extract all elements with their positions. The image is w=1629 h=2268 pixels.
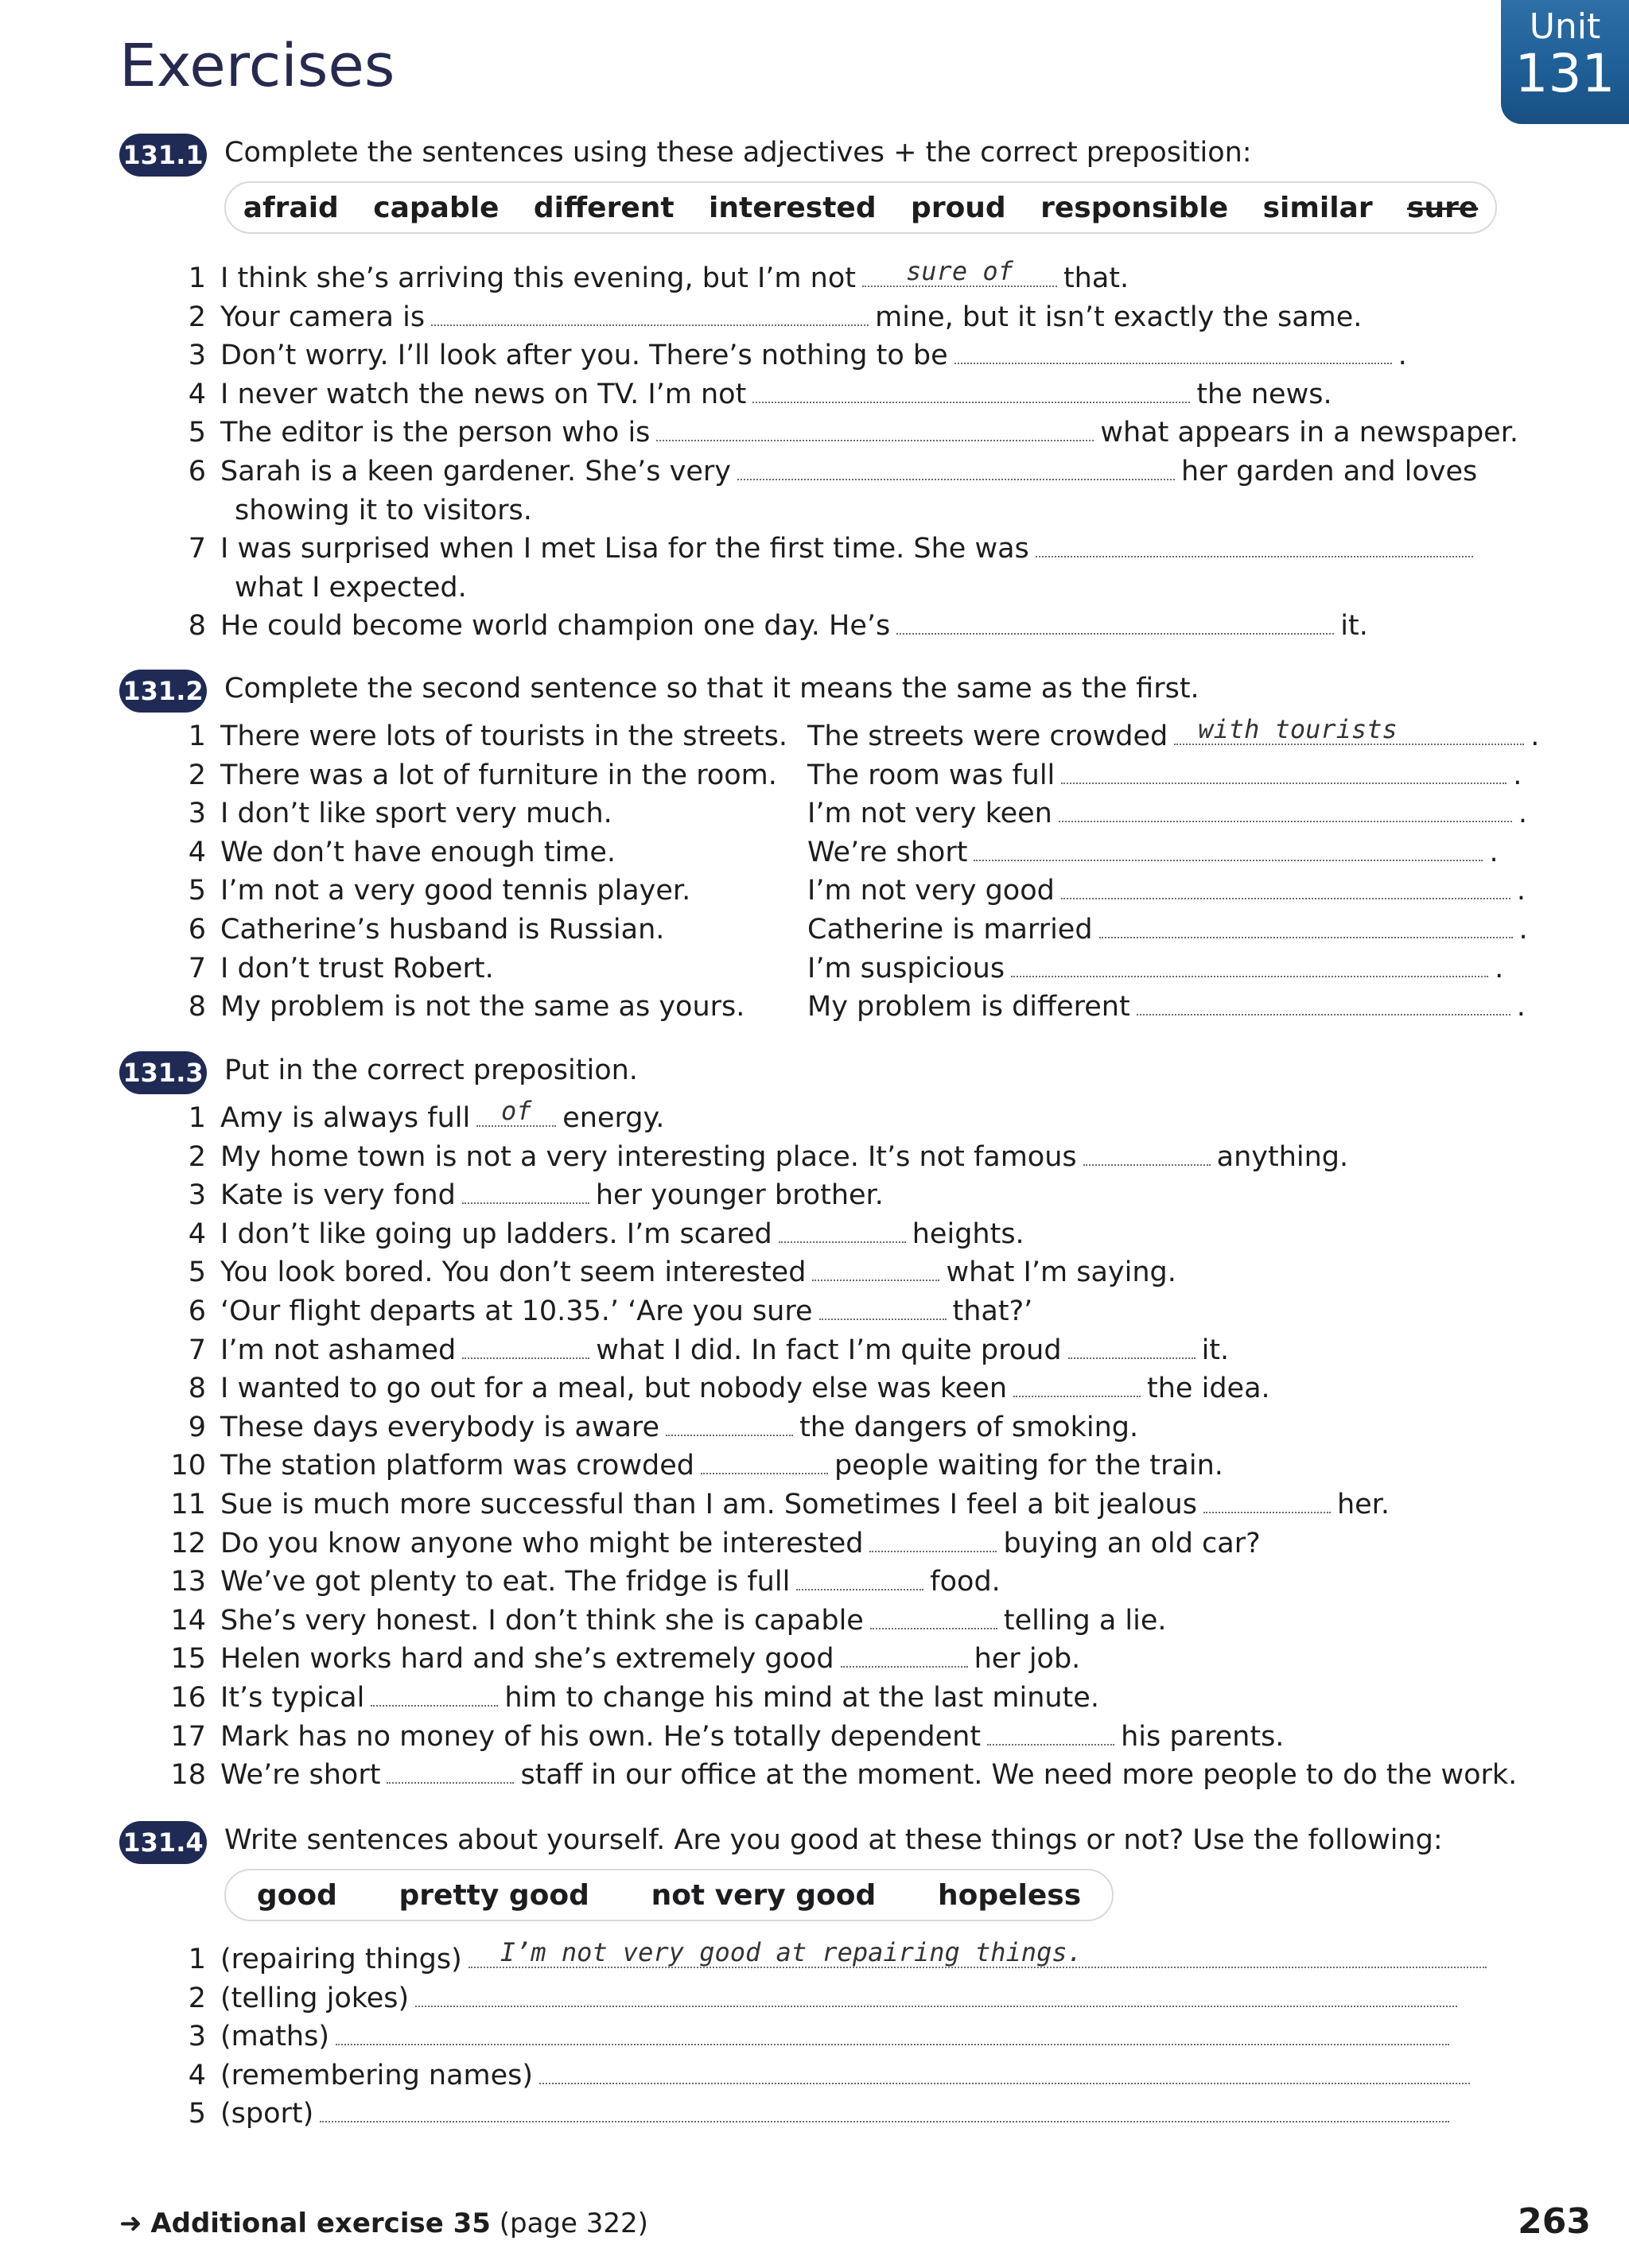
item-number: 4 xyxy=(188,1217,206,1250)
sentence-text: She’s very honest. I don’t think she is capable xyxy=(220,1604,864,1637)
first-sentence: There were lots of tourists in the streets. xyxy=(220,720,787,752)
second-sentence: I’m not very good . xyxy=(807,875,1526,907)
sentence-row xyxy=(188,1096,1511,1138)
sentence-text: that. xyxy=(1063,262,1129,294)
page-title: Exercises xyxy=(119,32,395,100)
item-number: 2 xyxy=(188,301,206,333)
word-item: not very good xyxy=(651,1878,877,1912)
second-sentence-start: We’re short xyxy=(807,836,968,868)
answer-blank[interactable] xyxy=(812,1256,939,1281)
second-sentence-start: I’m suspicious xyxy=(807,952,1005,984)
page-number: 263 xyxy=(1518,2201,1591,2242)
sentence-text: the news. xyxy=(1196,378,1332,410)
second-sentence-start: The streets were crowded xyxy=(807,720,1168,752)
answer-blank[interactable] xyxy=(870,1604,997,1629)
handwritten-answer: I’m not very good at repairing things. xyxy=(500,1937,1083,1967)
sentence-row xyxy=(188,1215,1511,1254)
sentence-row xyxy=(188,375,1511,414)
answer-blank[interactable] xyxy=(476,1096,556,1127)
sentence-text: Sue is much more successful than I am. Sometimes I feel a bit jealous xyxy=(220,1488,1197,1520)
sentence-text: food. xyxy=(930,1566,1001,1598)
sentence-text: it. xyxy=(1340,610,1368,643)
exercise-instruction: Complete the second sentence so that it means the same as the first. xyxy=(224,673,1199,705)
sentence-text: I was surprised when I met Lisa for the first time. She was xyxy=(220,533,1029,565)
topic-text: (telling jokes) xyxy=(220,1982,410,2014)
sentence-text: I don’t like going up ladders. I’m scared xyxy=(220,1217,772,1250)
sentence-text: Helen works hard and she’s extremely good xyxy=(220,1643,834,1676)
arrow-icon: ➜ xyxy=(119,2208,142,2239)
second-sentence: My problem is different . xyxy=(807,991,1526,1023)
answer-blank[interactable] xyxy=(1174,714,1524,745)
sentence-row xyxy=(188,607,1511,646)
sentence-row xyxy=(170,1524,1511,1563)
item-number: 11 xyxy=(170,1488,206,1520)
sentence-row xyxy=(188,414,1519,452)
sentence-row xyxy=(188,2018,1511,2056)
item-number: 4 xyxy=(188,378,206,410)
answer-blank[interactable] xyxy=(371,1681,498,1707)
first-sentence: I don’t like sport very much. xyxy=(220,798,612,830)
additional-exercise-link[interactable] xyxy=(119,2208,648,2239)
item-number: 8 xyxy=(188,1373,206,1405)
sentence-row xyxy=(188,1331,1511,1370)
link-label: Additional exercise 35 xyxy=(150,2208,491,2239)
sentence-text: . xyxy=(1398,340,1407,372)
sentence-text: ‘Our flight departs at 10.35.’ ‘Are you sure xyxy=(220,1295,813,1327)
item-number: 10 xyxy=(170,1450,206,1482)
sentence-row xyxy=(170,1602,1511,1641)
sentence-text: Your camera is xyxy=(220,301,426,333)
answer-blank[interactable] xyxy=(954,339,1392,364)
sentence-pair-row xyxy=(188,794,1527,833)
sentence-text: what I did. In fact I’m quite proud xyxy=(596,1334,1062,1366)
item-number: 5 xyxy=(188,875,206,907)
answer-blank[interactable] xyxy=(415,1982,1457,2007)
sentence-text: what I’m saying. xyxy=(946,1256,1176,1289)
item-number: 13 xyxy=(170,1566,206,1598)
second-sentence-start: I’m not very good xyxy=(807,875,1055,907)
item-number: 3 xyxy=(188,2021,206,2053)
link-page: (page 322) xyxy=(499,2208,648,2239)
answer-blank[interactable] xyxy=(737,455,1175,480)
topic-text: (remembering names) xyxy=(220,2059,534,2091)
answer-blank[interactable] xyxy=(387,1758,514,1784)
sentence-text: The editor is the person who is xyxy=(220,417,651,449)
sentence-row xyxy=(188,530,1511,569)
sentence-row xyxy=(188,1176,1511,1215)
second-sentence-start: My problem is different xyxy=(807,991,1130,1023)
unit-tab xyxy=(1501,0,1629,124)
word-item: afraid xyxy=(243,191,339,224)
first-sentence: My problem is not the same as yours. xyxy=(220,991,745,1023)
sentence-text: staff in our office at the moment. We need more people to do the work. xyxy=(520,1759,1518,1792)
sentence-text: her. xyxy=(1336,1488,1390,1520)
sentence-row xyxy=(188,1408,1511,1447)
answer-blank[interactable] xyxy=(1036,532,1473,557)
word-item: similar xyxy=(1262,191,1373,224)
sentence-text: what I expected. xyxy=(235,571,467,604)
exercise-131-2 xyxy=(119,670,1540,1035)
answer-blank[interactable] xyxy=(1061,759,1507,784)
sentence-pair-row xyxy=(188,911,1528,950)
sentence-text: the idea. xyxy=(1147,1373,1270,1405)
handwritten-answer: with tourists xyxy=(1198,714,1398,744)
first-sentence: There was a lot of furniture in the room. xyxy=(220,759,777,791)
item-number: 7 xyxy=(188,1334,206,1366)
sentence-text: Kate is very fond xyxy=(220,1179,456,1212)
word-box xyxy=(224,181,1497,234)
sentence-row xyxy=(188,1937,1511,1979)
second-sentence-start: Catherine is married xyxy=(807,913,1093,946)
item-number: 12 xyxy=(170,1527,206,1559)
answer-blank[interactable] xyxy=(1059,797,1512,822)
sentence-text: that?’ xyxy=(952,1295,1033,1327)
second-sentence: The room was full . xyxy=(807,759,1522,791)
answer-blank[interactable] xyxy=(1013,1372,1141,1397)
exercise-badge: 131.2 xyxy=(119,670,207,713)
exercise-instruction: Put in the correct preposition. xyxy=(224,1054,638,1086)
word-item: good xyxy=(256,1878,337,1912)
sentence-text: it. xyxy=(1201,1334,1230,1366)
sentence-text: what appears in a newspaper. xyxy=(1100,417,1519,449)
sentence-row xyxy=(188,1253,1511,1292)
second-sentence-start: I’m not very keen xyxy=(807,798,1052,830)
sentence-row xyxy=(170,1640,1511,1679)
item-number: 4 xyxy=(188,2059,206,2091)
exercise-instruction: Write sentences about yourself. Are you good at these things or not? Use the following: xyxy=(224,1824,1443,1856)
answer-blank[interactable] xyxy=(462,1179,589,1204)
answer-blank[interactable] xyxy=(1099,913,1513,938)
sentence-text: My home town is not a very interesting place. It’s not famous xyxy=(220,1140,1077,1173)
sentence-row xyxy=(188,1292,1511,1331)
sentence-text: her younger brother. xyxy=(595,1179,884,1212)
sentence-pair-row xyxy=(188,756,1522,795)
second-sentence: Catherine is married . xyxy=(807,913,1528,946)
item-number: 16 xyxy=(170,1681,206,1714)
first-sentence: I don’t trust Robert. xyxy=(220,952,494,984)
sentence-row xyxy=(188,298,1511,337)
item-number: 5 xyxy=(188,2098,206,2130)
sentence-text: her garden and loves xyxy=(1180,455,1478,487)
sentence-row xyxy=(188,1138,1511,1177)
sentence-text: I wanted to go out for a meal, but nobody else was keen xyxy=(220,1373,1008,1405)
word-item: different xyxy=(533,191,675,224)
sentence-row xyxy=(188,2056,1511,2095)
answer-blank[interactable] xyxy=(974,836,1483,861)
sentence-text: He could become world champion one day. He’s xyxy=(220,610,891,643)
sentence-pair-row xyxy=(188,872,1526,911)
second-sentence: We’re short . xyxy=(807,836,1499,868)
sentence-pair-list xyxy=(188,714,1540,1027)
second-sentence-start: The room was full xyxy=(807,759,1056,791)
sentence-continuation xyxy=(191,491,1511,530)
sentence-list xyxy=(188,1937,1511,2134)
sentence-row xyxy=(188,452,1511,491)
answer-blank[interactable] xyxy=(1083,1140,1211,1166)
sentence-text: Don’t worry. I’ll look after you. There’s nothing to be xyxy=(220,340,948,372)
item-number: 3 xyxy=(188,1179,206,1212)
word-item: hopeless xyxy=(937,1878,1082,1912)
answer-blank[interactable] xyxy=(336,2020,1449,2045)
sentence-row xyxy=(188,336,1511,375)
sentence-text: people waiting for the train. xyxy=(834,1450,1223,1482)
sentence-text: anything. xyxy=(1216,1140,1349,1173)
sentence-text: the dangers of smoking. xyxy=(799,1411,1139,1443)
item-number: 7 xyxy=(188,533,206,565)
item-number: 5 xyxy=(188,1256,206,1289)
exercise-badge: 131.1 xyxy=(119,134,207,177)
item-number: 4 xyxy=(188,836,206,868)
answer-blank[interactable] xyxy=(841,1642,968,1668)
answer-blank[interactable] xyxy=(431,301,869,326)
item-number: 6 xyxy=(188,1295,206,1327)
sentence-row xyxy=(170,1563,1511,1602)
item-number: 2 xyxy=(188,1140,206,1173)
answer-blank[interactable] xyxy=(666,1411,793,1436)
topic-text: (maths) xyxy=(220,2021,329,2053)
answer-blank[interactable] xyxy=(1203,1488,1331,1513)
item-number: 2 xyxy=(188,1982,206,2014)
answer-blank[interactable] xyxy=(869,1527,997,1552)
first-sentence: I’m not a very good tennis player. xyxy=(220,875,691,907)
second-sentence: I’m suspicious . xyxy=(807,952,1504,984)
exercise-instruction: Complete the sentences using these adjectives + the correct preposition: xyxy=(224,137,1252,169)
sentence-row xyxy=(188,1369,1511,1408)
item-number: 1 xyxy=(188,1944,206,1975)
sentence-list xyxy=(170,1096,1518,1795)
word-item: proud xyxy=(911,191,1006,224)
topic-text: (sport) xyxy=(220,2098,314,2130)
sentence-text: telling a lie. xyxy=(1003,1604,1167,1637)
item-number: 17 xyxy=(170,1720,206,1753)
sentence-text: I think she’s arriving this evening, but I’m not xyxy=(220,262,856,294)
sentence-row xyxy=(170,1485,1511,1524)
item-number: 8 xyxy=(188,991,206,1023)
sentence-text: I’m not ashamed xyxy=(220,1334,457,1366)
sentence-text: buying an old car? xyxy=(1003,1527,1261,1559)
answer-blank[interactable] xyxy=(468,1937,1487,1968)
first-sentence: We don’t have enough time. xyxy=(220,836,616,868)
unit-number: 131 xyxy=(1514,43,1615,104)
answer-blank[interactable] xyxy=(462,1334,589,1359)
sentence-pair-row xyxy=(188,988,1526,1027)
sentence-list xyxy=(188,256,1519,646)
sentence-row xyxy=(170,1756,1518,1795)
item-number: 1 xyxy=(188,1102,206,1134)
sentence-text: We’re short xyxy=(220,1759,381,1792)
word-item: capable xyxy=(373,191,500,224)
sentence-text: heights. xyxy=(912,1217,1024,1250)
exercise-131-4 xyxy=(119,1821,1503,2139)
sentence-text: her job. xyxy=(974,1643,1081,1676)
item-number: 6 xyxy=(188,455,206,487)
item-number: 8 xyxy=(188,610,206,643)
first-sentence: Catherine’s husband is Russian. xyxy=(220,913,665,946)
second-sentence: The streets were crowded with tourists . xyxy=(807,714,1540,752)
sentence-continuation xyxy=(191,569,1511,608)
word-item-used: sure xyxy=(1407,191,1479,224)
sentence-text: I never watch the news on TV. I’m not xyxy=(220,378,747,410)
answer-blank[interactable] xyxy=(1137,990,1510,1016)
handwritten-answer: sure of xyxy=(906,256,1013,286)
sentence-pair-row xyxy=(188,950,1511,988)
unit-label: Unit xyxy=(1529,6,1601,47)
sentence-row xyxy=(188,256,1511,298)
answer-blank[interactable] xyxy=(1061,874,1510,899)
answer-blank[interactable] xyxy=(752,378,1190,403)
item-number: 6 xyxy=(188,913,206,946)
answer-blank[interactable] xyxy=(1011,952,1488,977)
item-number: 3 xyxy=(188,340,206,372)
sentence-text: We’ve got plenty to eat. The fridge is full xyxy=(220,1566,791,1598)
answer-blank[interactable] xyxy=(320,2097,1449,2122)
answer-blank[interactable] xyxy=(819,1295,947,1320)
sentence-text: These days everybody is aware xyxy=(220,1411,660,1443)
item-number: 1 xyxy=(188,262,206,294)
item-number: 18 xyxy=(170,1759,206,1792)
item-number: 15 xyxy=(170,1643,206,1676)
sentence-pair-row xyxy=(188,714,1540,756)
sentence-row xyxy=(170,1718,1511,1757)
answer-blank[interactable] xyxy=(539,2059,1470,2084)
item-number: 5 xyxy=(188,417,206,449)
exercise-badge: 131.4 xyxy=(119,1821,207,1864)
exercise-badge: 131.3 xyxy=(119,1051,207,1094)
sentence-row xyxy=(170,1679,1511,1718)
word-item: pretty good xyxy=(399,1878,589,1912)
exercise-131-1 xyxy=(119,134,1519,650)
answer-blank[interactable] xyxy=(701,1449,828,1474)
sentence-row xyxy=(188,2095,1511,2134)
sentence-text: The station platform was crowded xyxy=(220,1450,694,1482)
answer-blank[interactable] xyxy=(862,256,1057,287)
sentence-text: his parents. xyxy=(1121,1720,1285,1753)
answer-blank[interactable] xyxy=(796,1565,923,1590)
sentence-text: Amy is always full xyxy=(220,1102,471,1134)
item-number: 9 xyxy=(188,1411,206,1443)
item-number: 1 xyxy=(188,720,206,752)
item-number: 3 xyxy=(188,798,206,830)
sentence-text: It’s typical xyxy=(220,1681,365,1714)
exercise-131-3 xyxy=(119,1051,1518,1807)
sentence-pair-row xyxy=(188,833,1511,872)
sentence-text: energy. xyxy=(562,1102,665,1134)
item-number: 14 xyxy=(170,1604,206,1637)
sentence-text: Mark has no money of his own. He’s totally dependent xyxy=(220,1720,982,1753)
word-box xyxy=(224,1869,1114,1921)
item-number: 7 xyxy=(188,952,206,984)
sentence-text: him to change his mind at the last minute. xyxy=(504,1681,1099,1714)
sentence-text: showing it to visitors. xyxy=(235,494,532,526)
sentence-text: mine, but it isn’t exactly the same. xyxy=(875,301,1363,333)
answer-blank[interactable] xyxy=(987,1720,1114,1746)
sentence-text: Do you know anyone who might be interested xyxy=(220,1527,864,1559)
answer-blank[interactable] xyxy=(779,1217,906,1243)
word-item: interested xyxy=(709,191,877,224)
sentence-row xyxy=(170,1447,1511,1485)
topic-text: (repairing things) xyxy=(220,1944,462,1975)
sentence-text: Sarah is a keen gardener. She’s very xyxy=(220,455,731,487)
word-item: responsible xyxy=(1040,191,1229,224)
second-sentence: I’m not very keen . xyxy=(807,798,1527,830)
answer-blank[interactable] xyxy=(1068,1334,1196,1359)
sentence-text: You look bored. You don’t seem interested xyxy=(220,1256,807,1289)
handwritten-answer: of xyxy=(500,1096,532,1126)
sentence-row xyxy=(188,1979,1511,2018)
answer-blank[interactable] xyxy=(896,609,1334,635)
item-number: 2 xyxy=(188,759,206,791)
answer-blank[interactable] xyxy=(656,416,1094,441)
